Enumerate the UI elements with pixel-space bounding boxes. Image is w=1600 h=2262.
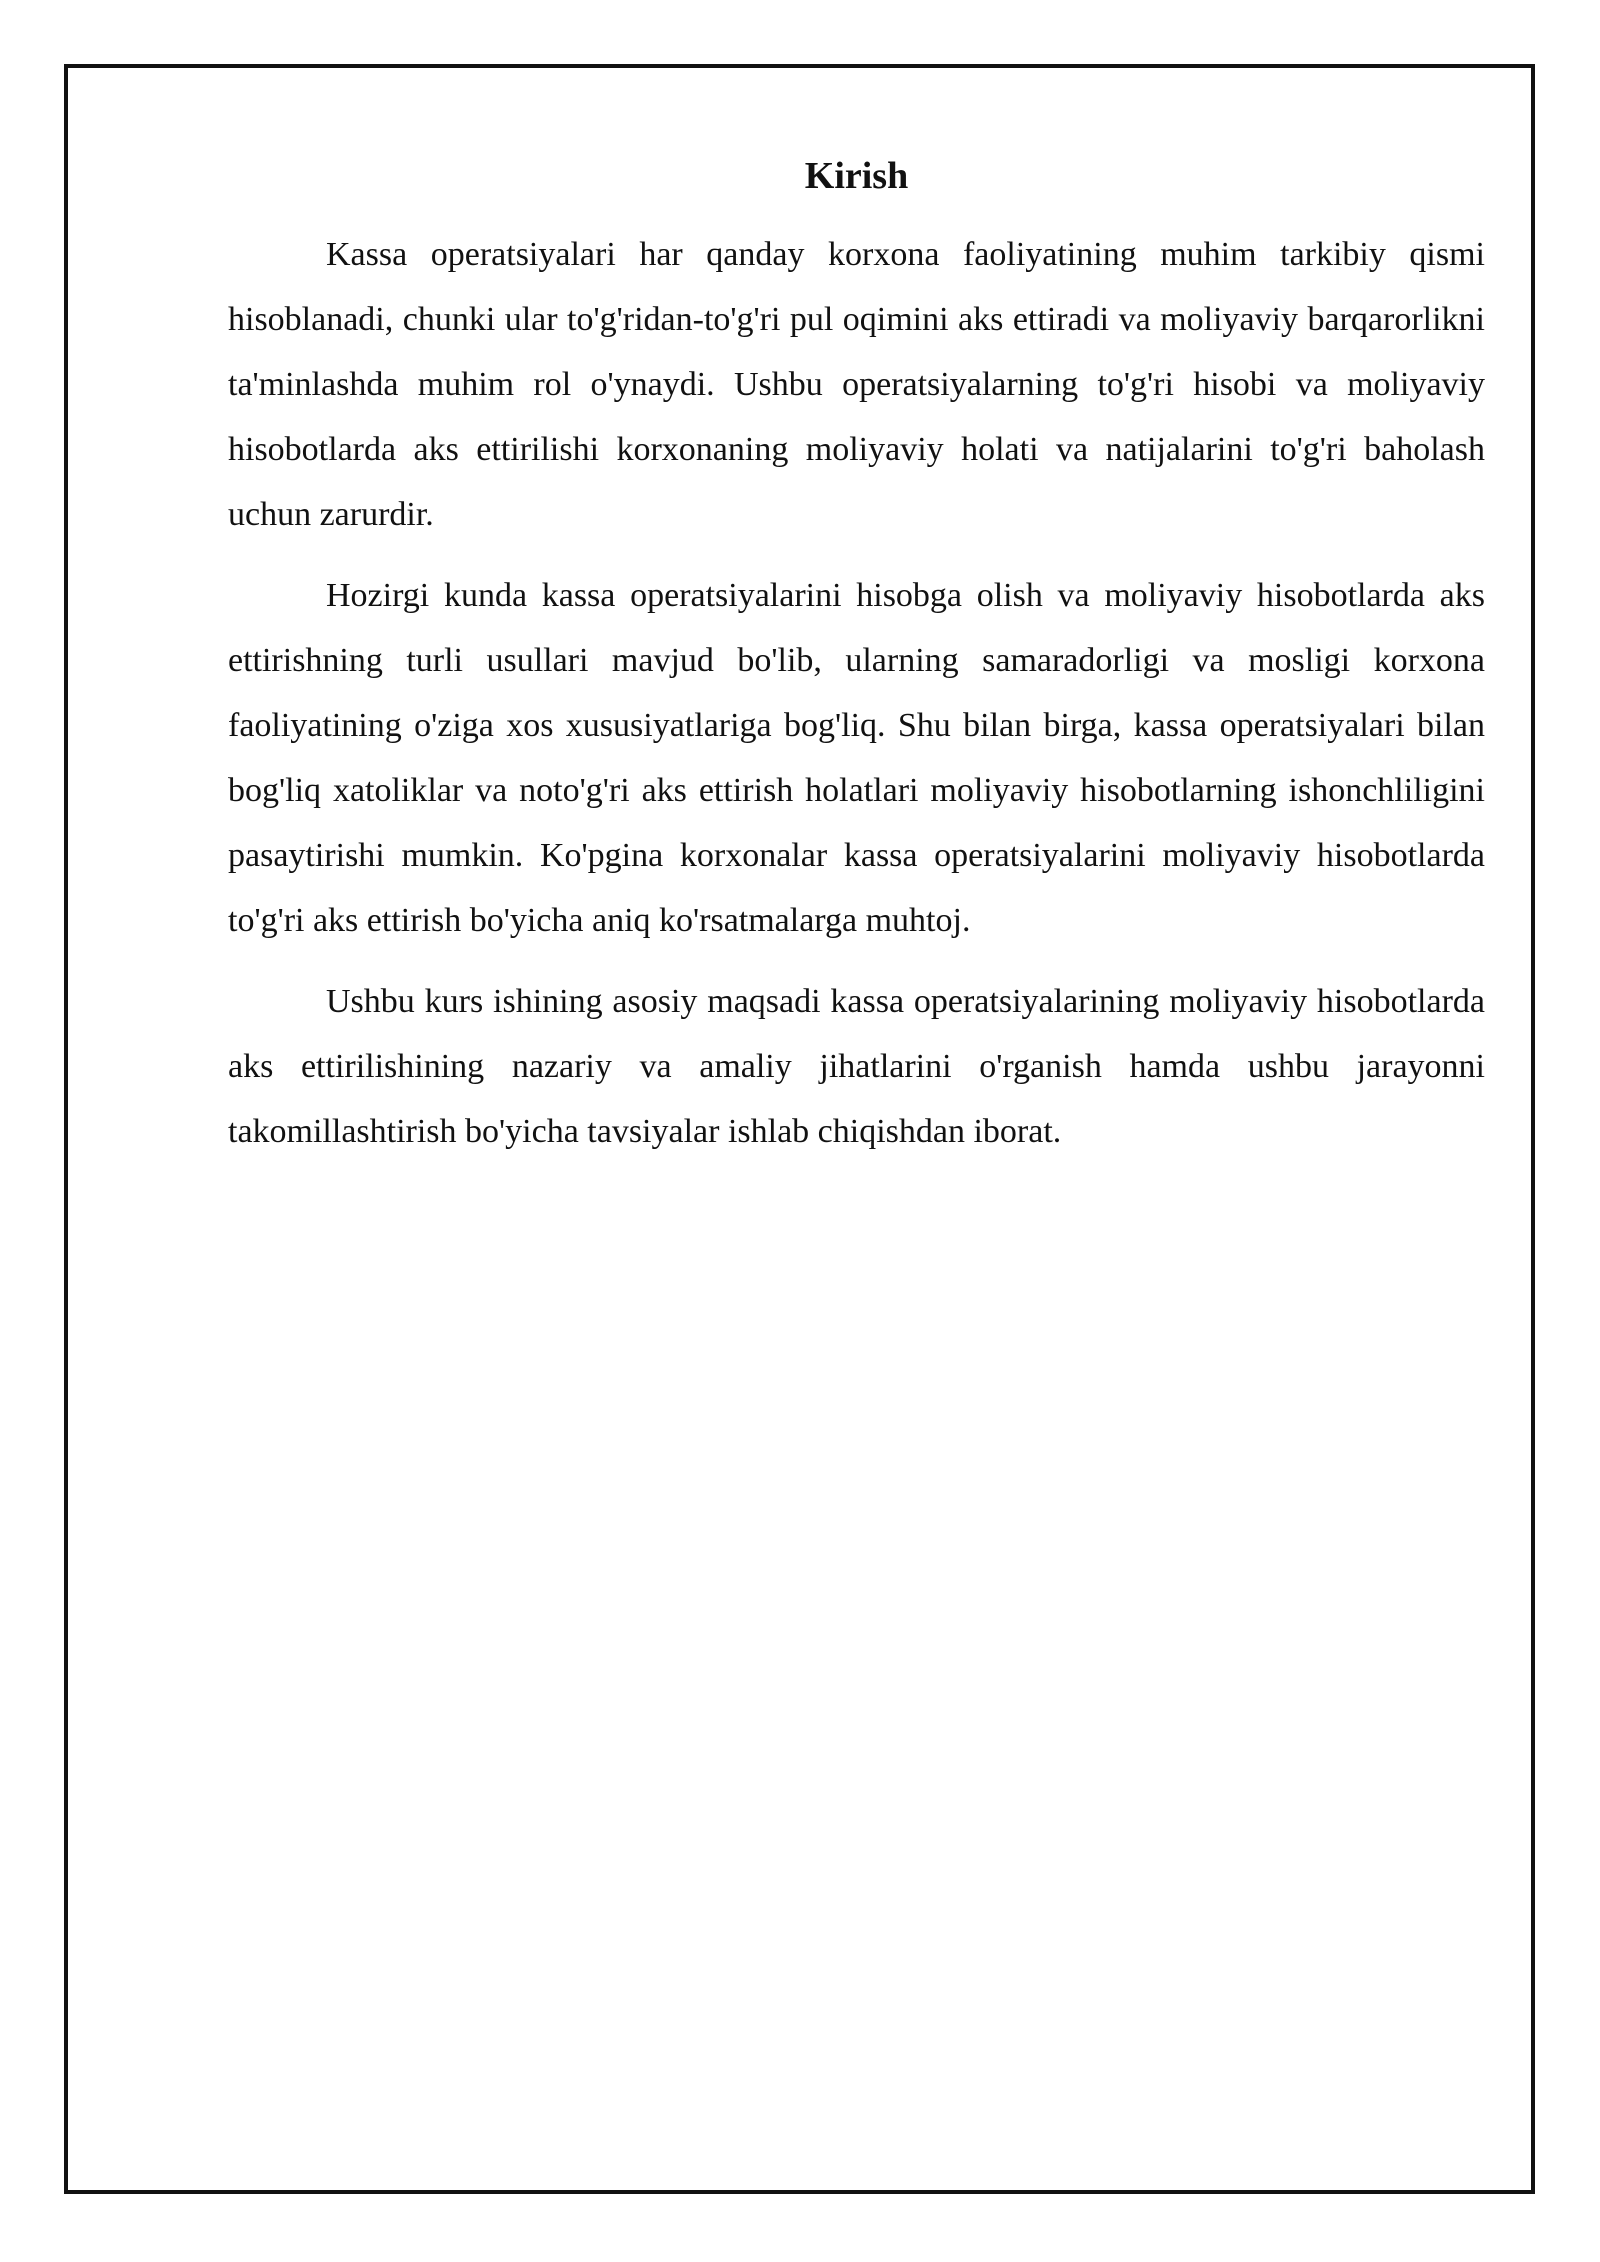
paragraph-current-state: Hozirgi kunda kassa operatsiyalarini hisobga olish va moliyaviy hisobotlarda aks ettirishning turli usullari mavjud bo'lib, ularning samaradorligi va mosligi korxona faoliyatining o'ziga xos xususiyatlariga bog'liq. Shu bilan birga, kassa operatsiyalari bilan bog'liq xatoliklar va noto'g'ri aks ettirish holatlari moliyaviy hisobotlarning ishonchliligini pasaytirishi mumkin. Ko'pgina korxonalar kassa operatsiyalarini moliyaviy hisobotlarda to'g'ri aks ettirish bo'yicha aniq ko'rsatmalarga muhtoj. (228, 577, 1485, 939)
page-title: Kirish (804, 155, 909, 197)
paragraph-goal: Ushbu kurs ishining asosiy maqsadi kassa operatsiyalarining moliyaviy hisobotlarda aks ettirilishining nazariy va amaliy jihatlarini o'rganish hamda ushbu jarayonni takomillashtirish bo'yicha tavsiyalar ishlab chiqishdan iborat. (228, 983, 1485, 1150)
document-body (228, 150, 1485, 1180)
paragraph-intro: Kassa operatsiyalari har qanday korxona faoliyatining muhim tarkibiy qismi hisoblanadi, chunki ular to'g'ridan-to'g'ri pul oqimini aks ettiradi va moliyaviy barqarorlikni ta'minlashda muhim rol o'ynaydi. Ushbu operatsiyalarning to'g'ri hisobi va moliyaviy hisobotlarda aks ettirilishi korxonaning moliyaviy holati va natijalarini to'g'ri baholash uchun zarurdir. (228, 236, 1485, 533)
